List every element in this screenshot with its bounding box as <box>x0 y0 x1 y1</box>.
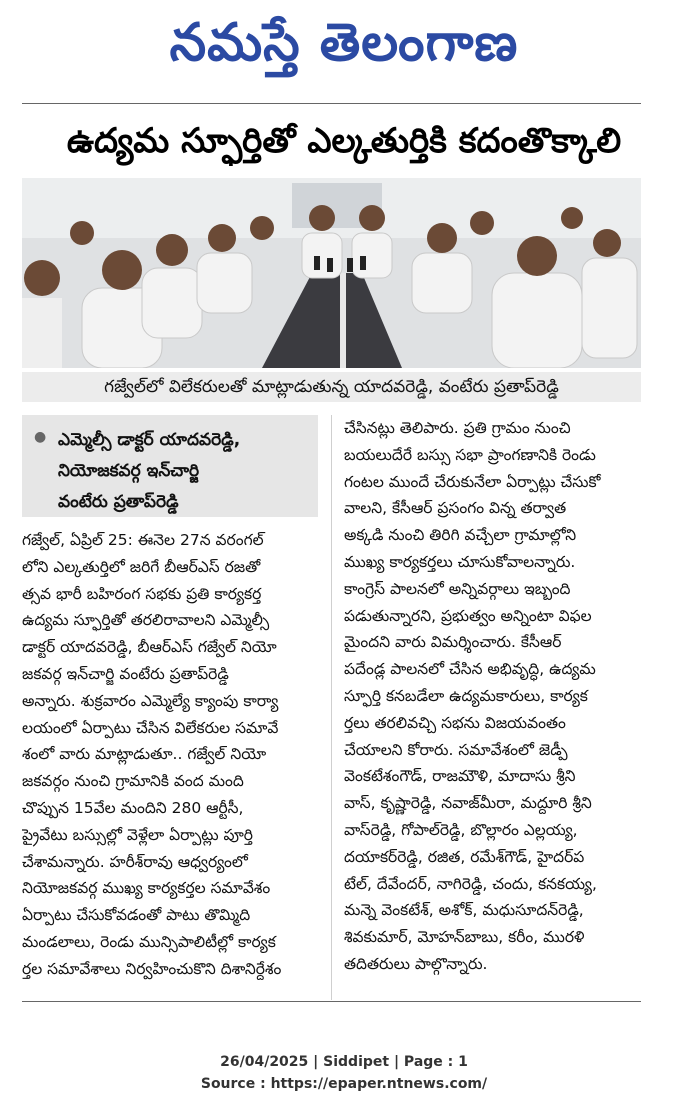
article-text-line: డాక్టర్ యాదవరెడ్డి, బీఆర్ఎస్ గజ్వేల్ నియో <box>22 638 277 657</box>
photo-caption: గజ్వేల్‌లో విలేకరులతో మాట్లాడుతున్న యాదవరెడ్డి, వంటేరు ప్రతాప్‌రెడ్డి <box>22 372 641 402</box>
article-text-line: శంలో వారు మాట్లాడుతూ.. గజ్వేల్ నియో <box>22 745 267 764</box>
masthead <box>0 0 688 86</box>
article-text-line: తదితరులు పాల్గొన్నారు. <box>344 954 488 973</box>
bullet-icon: ● <box>34 429 47 445</box>
article-text-line: ప్రైవేటు బస్సుల్లో వెళ్లేలా ఏర్పాట్లు పూర్తి <box>22 825 253 844</box>
column-divider <box>331 415 332 1000</box>
footer-dateline: 26/04/2025 | Siddipet | Page : 1 <box>220 1054 468 1070</box>
article-text-line: గజ్వేల్, ఏప్రిల్ 25: ఈనెల 27న వరంగల్ <box>22 531 264 549</box>
article-text-line: గంటల ముందే చేరుకునేలా ఏర్పాట్లు చేసుకో <box>344 472 601 491</box>
footer-source: Source : https://epaper.ntnews.com/ <box>200 1076 488 1092</box>
highlight-line: ఎమ్మెల్సీ డాక్టర్ యాదవరెడ్డి, <box>58 430 241 450</box>
article-text-line: త్సవ భారీ బహిరంగ సభకు ప్రతి కార్యకర్త <box>22 584 262 603</box>
article-headline: ఉద్యమ స్ఫూర్తితో ఎల్కతుర్తికి కదంతొక్కాలి <box>66 121 622 161</box>
press-meet-photo-illustration <box>22 178 641 368</box>
article-text-line: ర్తలు తరలివచ్చి సభను విజయవంతం <box>344 713 566 732</box>
article-text-line: చేసినట్లు తెలిపారు. ప్రతి గ్రామం నుంచి <box>344 419 571 437</box>
article-text-line: బయలుదేరే బస్సు సభా ప్రాంగణానికి రెండు <box>344 445 596 464</box>
article-text-line: మన్నె వెంకటేశ్, అశోక్, మధుసూదన్‌రెడ్డి, <box>344 901 584 920</box>
article-text-line: జకవర్గం నుంచి గ్రామానికి వంద మంది <box>22 772 244 791</box>
article-text-line: శివకుమార్, మోహన్‌బాబు, కరీం, మురళి <box>344 928 585 947</box>
article-text-line: మండలాలు, రెండు మున్సిపాలిటీల్లో కార్యక <box>22 932 276 951</box>
article-text-line: లోని ఎల్కతుర్తిలో జరిగే బీఆర్ఎస్ రజతో <box>22 557 261 576</box>
article-text-line: టేల్, దేవేందర్, నాగిరెడ్డి, చందు, కనకయ్య, <box>344 874 597 893</box>
article-text-line: మైందని వారు విమర్శించారు. కేసీఆర్ <box>344 633 562 652</box>
article-text-line: నియోజకవర్గ ముఖ్య కార్యకర్తల సమావేశం <box>22 879 271 898</box>
article-text-line: ర్తల సమావేశాలు నిర్వహించుకొని దిశానిర్దేశం <box>22 959 282 978</box>
article-text-line: స్ఫూర్తి కనబడేలా ఉద్యమకారులు, కార్యక <box>344 686 588 705</box>
bottom-divider <box>22 1001 641 1002</box>
article-text-line: చొప్పున 15వేల మందిని 280 ఆర్టీసీ, <box>22 798 244 817</box>
article-text-line: పదేండ్ల పాలనలో చేసిన అభివృద్ధి, ఉద్యమ <box>344 660 596 679</box>
article-column-left <box>22 527 318 983</box>
highlight-box <box>22 415 318 517</box>
article-text-line: లయంలో ఏర్పాటు చేసిన విలేకరుల సమావే <box>22 718 279 737</box>
highlight-line: వంటేరు ప్రతాప్‌రెడ్డి <box>58 492 179 512</box>
article-text-line: వెంకటేశంగౌడ్, రాజమౌళి, మాదాసు శ్రీని <box>344 767 576 786</box>
article-text-line: వాలని, కేసీఆర్ ప్రసంగం విన్న తర్వాత <box>344 499 567 518</box>
article-text-line: జకవర్గ ఇన్‌చార్జి వంటేరు ప్రతాప్‌రెడ్డి <box>22 664 229 683</box>
article-text-line: ఉద్యమ స్ఫూర్తితో తరలిరావాలని ఎమ్మెల్సీ <box>22 611 270 630</box>
article-text-line: దయాకర్‌రెడ్డి, రజిత, రమేశ్‌గౌడ్, హైదర్‌ప <box>344 847 585 866</box>
article-text-line: వాస్‌రెడ్డి, గోపాల్‌రెడ్డి, బొల్లారం ఎల్లయ్య, <box>344 820 578 839</box>
article-text-line: వాస్, కృష్ణారెడ్డి, నవాజ్‌మీరా, మద్దూరి శ్రీని <box>344 794 592 813</box>
article-text-line: చేయాలని కోరారు. సమావేశంలో జెడ్పీ <box>344 740 568 759</box>
article-text-line: ఏర్పాటు చేసుకోవడంతో పాటు తొమ్మిది <box>22 906 251 925</box>
article-text-line: కాంగ్రెస్ పాలనలో అన్నివర్గాలు ఇబ్బంది <box>344 579 571 598</box>
article-column-right <box>344 415 641 978</box>
top-divider <box>22 103 641 104</box>
newspaper-logo: నమస్తే తెలంగాణ <box>169 12 519 73</box>
article-text-line: చేశామన్నారు. హరీశ్‌రావు ఆధ్వర్యంలో <box>22 852 248 871</box>
article-text-line: పడుతున్నారని, ప్రభుత్వం అన్నింటా విఫల <box>344 606 592 625</box>
article-text-line: అక్కడి నుంచి తిరిగి వచ్చేలా గ్రామాల్లోని <box>344 526 577 545</box>
highlight-line: నియోజకవర్గ ఇన్‌చార్జి <box>58 461 200 481</box>
article-text-line: అన్నారు. శుక్రవారం ఎమ్మెల్యే క్యాంపు కార్యా <box>22 691 279 710</box>
article-text-line: ముఖ్య కార్యకర్తలు చూసుకోవాలన్నారు. <box>344 552 576 571</box>
news-photo <box>22 178 641 368</box>
